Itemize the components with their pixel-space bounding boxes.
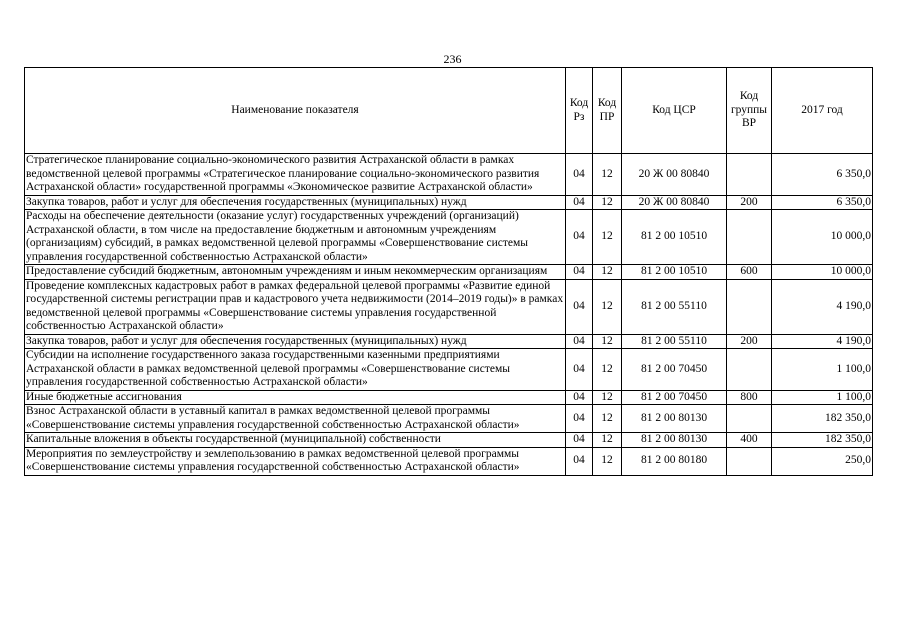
table-row [25, 433, 873, 448]
row-vr [727, 154, 772, 196]
row-rz: 04 [566, 405, 593, 433]
row-pr: 12 [593, 279, 622, 334]
row-name: Закупка товаров, работ и услуг для обеспечения государственных (муниципальных) нужд [25, 195, 566, 210]
row-amount: 1 100,0 [772, 349, 873, 391]
budget-table [24, 67, 873, 476]
row-amount: 10 000,0 [772, 210, 873, 265]
row-vr [727, 405, 772, 433]
row-csr: 81 2 00 10510 [622, 265, 727, 280]
row-vr [727, 210, 772, 265]
row-vr [727, 279, 772, 334]
row-vr: 200 [727, 195, 772, 210]
row-csr: 81 2 00 80130 [622, 433, 727, 448]
row-amount: 250,0 [772, 447, 873, 475]
row-pr: 12 [593, 210, 622, 265]
row-amount: 1 100,0 [772, 390, 873, 405]
row-csr: 81 2 00 80130 [622, 405, 727, 433]
row-rz: 04 [566, 210, 593, 265]
row-amount: 4 190,0 [772, 334, 873, 349]
row-vr [727, 349, 772, 391]
table-row [25, 279, 873, 334]
row-vr: 200 [727, 334, 772, 349]
row-name: Взнос Астраханской области в уставный капитал в рамках ведомственной целевой программы «Совершенствование системы управления государственной собственностью Астраханской области» [25, 405, 566, 433]
row-name: Иные бюджетные ассигнования [25, 390, 566, 405]
row-csr: 81 2 00 70450 [622, 390, 727, 405]
column-header-name: Наименование показателя [25, 68, 566, 154]
row-csr: 81 2 00 80180 [622, 447, 727, 475]
table-row [25, 195, 873, 210]
row-pr: 12 [593, 405, 622, 433]
row-name: Предоставление субсидий бюджетным, автономным учреждениям и иным некоммерческим организациям [25, 265, 566, 280]
row-amount: 10 000,0 [772, 265, 873, 280]
row-pr: 12 [593, 265, 622, 280]
row-name: Субсидии на исполнение государственного заказа государственными казенными предприятиями Астраханской области в рамках ведомственной целевой программы «Совершенствование системы управления государственной собственностью Астраханской области» [25, 349, 566, 391]
column-header-vr: Код группы ВР [727, 68, 772, 154]
row-vr: 600 [727, 265, 772, 280]
table-row [25, 447, 873, 475]
row-pr: 12 [593, 349, 622, 391]
row-pr: 12 [593, 334, 622, 349]
table-row [25, 390, 873, 405]
row-amount: 182 350,0 [772, 405, 873, 433]
row-pr: 12 [593, 154, 622, 196]
row-name: Расходы на обеспечение деятельности (оказание услуг) государственных учреждений (организаций) Астраханской области, в том числе на предоставление бюджетным и автономным учреждениям (организациям) субсидий, в рамках ведомственной целевой программы «Совершенствование системы управления государственной собственностью Астраханской области» [25, 210, 566, 265]
row-vr: 800 [727, 390, 772, 405]
row-csr: 20 Ж 00 80840 [622, 154, 727, 196]
row-name: Капитальные вложения в объекты государственной (муниципальной) собственности [25, 433, 566, 448]
row-rz: 04 [566, 390, 593, 405]
column-header-year: 2017 год [772, 68, 873, 154]
row-vr: 400 [727, 433, 772, 448]
row-rz: 04 [566, 349, 593, 391]
column-header-rz: Код Рз [566, 68, 593, 154]
table-row [25, 349, 873, 391]
row-name: Закупка товаров, работ и услуг для обеспечения государственных (муниципальных) нужд [25, 334, 566, 349]
row-amount: 4 190,0 [772, 279, 873, 334]
table-row [25, 210, 873, 265]
row-csr: 81 2 00 10510 [622, 210, 727, 265]
row-rz: 04 [566, 279, 593, 334]
row-amount: 6 350,0 [772, 154, 873, 196]
table-header-row [25, 68, 873, 154]
row-csr: 81 2 00 70450 [622, 349, 727, 391]
column-header-csr: Код ЦСР [622, 68, 727, 154]
row-name: Мероприятия по землеустройству и землепользованию в рамках ведомственной целевой программы «Совершенствование системы управления государственной собственностью Астраханской области» [25, 447, 566, 475]
row-rz: 04 [566, 433, 593, 448]
page-number: 236 [443, 52, 462, 66]
table-row [25, 334, 873, 349]
table-row [25, 265, 873, 280]
row-vr [727, 447, 772, 475]
row-csr: 81 2 00 55110 [622, 279, 727, 334]
row-name: Стратегическое планирование социально-экономического развития Астраханской области в рамках ведомственной целевой программы «Стратегическое планирование социально-экономического развития Астраханской области» государственной программы «Экономическое развитие Астраханской области» [25, 154, 566, 196]
row-rz: 04 [566, 447, 593, 475]
row-amount: 182 350,0 [772, 433, 873, 448]
row-csr: 81 2 00 55110 [622, 334, 727, 349]
row-pr: 12 [593, 195, 622, 210]
row-name: Проведение комплексных кадастровых работ в рамках федеральной целевой программы «Развитие единой государственной системы регистрации прав и кадастрового учета недвижимости (2014–2019 годы)» в рамках ведомственной целевой программы «Совершенствование системы управления государственной собственностью Астраханской области» [25, 279, 566, 334]
row-pr: 12 [593, 433, 622, 448]
row-rz: 04 [566, 154, 593, 196]
row-rz: 04 [566, 334, 593, 349]
table-row [25, 405, 873, 433]
row-csr: 20 Ж 00 80840 [622, 195, 727, 210]
row-pr: 12 [593, 390, 622, 405]
table-row [25, 154, 873, 196]
row-pr: 12 [593, 447, 622, 475]
row-rz: 04 [566, 195, 593, 210]
row-rz: 04 [566, 265, 593, 280]
column-header-pr: Код ПР [593, 68, 622, 154]
row-amount: 6 350,0 [772, 195, 873, 210]
